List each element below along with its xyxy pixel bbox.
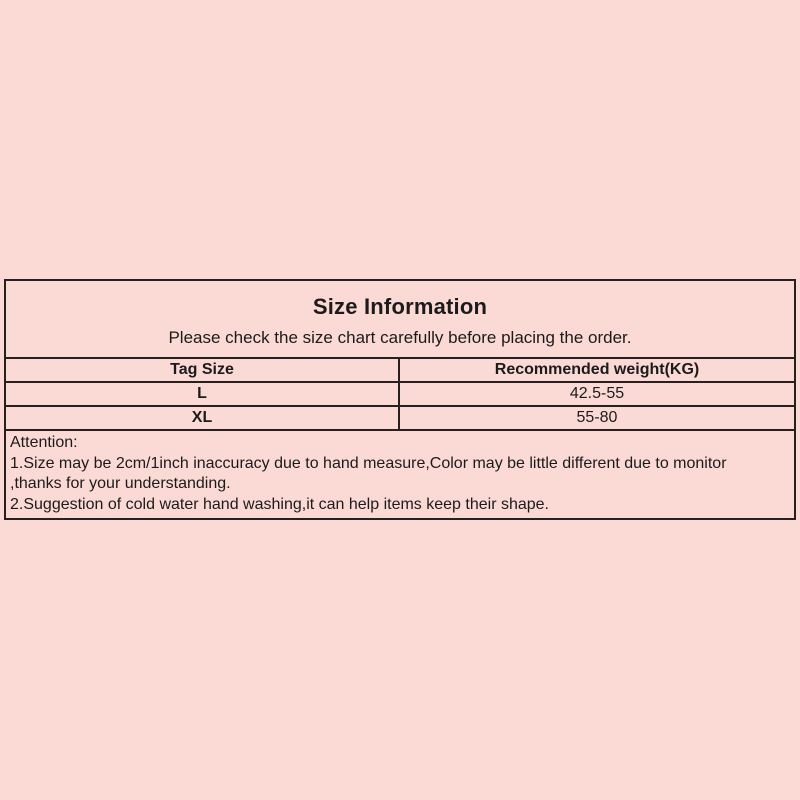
tag-size-value: L xyxy=(6,383,400,405)
size-table-row-xl xyxy=(6,407,794,431)
column-header-recommended-weight: Recommended weight(KG) xyxy=(494,361,700,378)
recommended-weight-value: 42.5-55 xyxy=(569,385,625,402)
size-info-header xyxy=(6,281,794,359)
size-table-row-l xyxy=(6,383,794,407)
recommended-weight-value: 55-80 xyxy=(576,409,618,426)
column-header-tag-size: Tag Size xyxy=(6,359,400,381)
attention-heading: Attention: xyxy=(10,434,78,451)
attention-line: ,thanks for your understanding. xyxy=(10,475,231,492)
attention-line: 1.Size may be 2cm/1inch inaccuracy due to hand measure,Color may be little different due to monitor xyxy=(10,454,727,472)
size-table-header-row xyxy=(6,359,794,383)
size-info-subtitle: Please check the size chart carefully before placing the order. xyxy=(168,328,632,347)
attention-section xyxy=(6,431,794,518)
size-info-title: Size Information xyxy=(312,294,488,319)
size-info-panel xyxy=(4,279,796,520)
attention-line: 2.Suggestion of cold water hand washing,it can help items keep their shape. xyxy=(10,495,549,513)
tag-size-value: XL xyxy=(6,407,400,429)
